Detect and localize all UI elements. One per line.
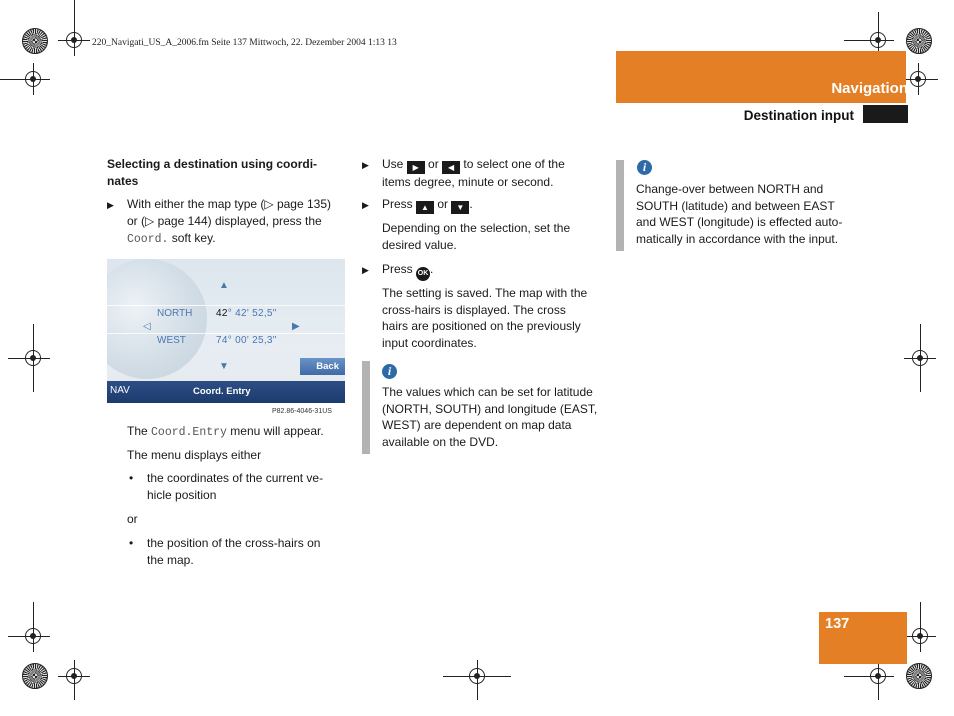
step-text: Press xyxy=(382,197,417,211)
info-text xyxy=(382,384,597,450)
desc-line: input coordinates. xyxy=(382,335,477,350)
step-line xyxy=(127,230,331,249)
bullet-line: the position of the cross-hairs on xyxy=(147,536,321,550)
bullet-line: the map. xyxy=(147,552,194,567)
info-line: Change-over between NORTH and xyxy=(636,182,824,196)
or-text: or xyxy=(127,512,138,526)
bullet-line: hicle position xyxy=(147,487,217,502)
divider xyxy=(107,333,345,334)
right-key-icon: ▶ xyxy=(407,161,425,174)
ok-button-icon: OK xyxy=(416,267,430,281)
west-label: WEST xyxy=(157,335,186,346)
north-degree: 42 xyxy=(216,308,228,319)
west-value[interactable]: 74° 00' 25,3" xyxy=(216,335,277,346)
registration-rosette-icon xyxy=(906,663,932,689)
globe-background-icon xyxy=(107,259,207,379)
bullet-icon: • xyxy=(129,536,134,550)
registration-rosette-icon xyxy=(906,28,932,54)
menu-code: Coord.Entry xyxy=(151,426,227,439)
info-line: WEST) are dependent on map data xyxy=(382,418,572,432)
nav-label: NAV xyxy=(110,385,130,396)
desc-line: Depending on the selection, set the xyxy=(382,221,571,235)
page-number: 137 xyxy=(825,616,850,632)
desc-line: cross-hairs is displayed. The cross xyxy=(382,302,566,317)
info-line: matically in accordance with the input. xyxy=(636,231,839,246)
soft-key-code: Coord. xyxy=(127,233,169,246)
subsection-title: Destination input xyxy=(743,108,854,123)
info-icon: i xyxy=(382,364,397,379)
step-arrow-icon: ▶ xyxy=(362,200,369,210)
registration-rosette-icon xyxy=(22,28,48,54)
subsection-marker xyxy=(863,105,908,123)
up-key-icon: ▲ xyxy=(416,201,434,214)
north-label: NORTH xyxy=(157,308,193,319)
step-text: soft key. xyxy=(168,231,216,245)
step-line: With either the map type (▷ page 135) xyxy=(127,197,331,211)
step-line: or (▷ page 144) displayed, press the xyxy=(127,213,322,228)
info-line: The values which can be set for latitude xyxy=(382,385,593,399)
up-triangle-icon[interactable]: ▲ xyxy=(219,280,229,291)
step-arrow-icon: ▶ xyxy=(107,200,114,210)
displays-text: The menu displays either xyxy=(127,448,262,462)
heading-line: Selecting a destination using coordi- xyxy=(107,157,318,171)
down-key-icon: ▼ xyxy=(451,201,469,214)
result-pre: The xyxy=(127,424,152,438)
section-heading xyxy=(107,156,317,189)
info-line: and WEST (longitude) is effected auto- xyxy=(636,215,843,229)
desc-line: desired value. xyxy=(382,237,457,252)
info-icon: i xyxy=(637,160,652,175)
step-1 xyxy=(127,196,331,249)
divider xyxy=(107,305,345,306)
step-use-keys xyxy=(382,156,565,191)
bullet-line: the coordinates of the current ve- xyxy=(147,471,324,485)
right-triangle-icon[interactable]: ▶ xyxy=(292,321,300,332)
bullet-item xyxy=(147,535,320,568)
step-text: . xyxy=(469,197,473,211)
registration-rosette-icon xyxy=(22,663,48,689)
result-text xyxy=(127,423,324,442)
step-arrow-icon: ▶ xyxy=(362,160,369,170)
info-line: SOUTH (latitude) and between EAST xyxy=(636,198,835,213)
step-text: Use xyxy=(382,157,407,171)
north-rest: ° 42' 52,5" xyxy=(227,308,277,319)
coord-entry-screen xyxy=(107,259,345,403)
step-text: to select one of the xyxy=(460,157,565,171)
bullet-icon: • xyxy=(129,471,134,485)
step-text: or xyxy=(424,157,443,171)
step-line xyxy=(382,156,565,174)
step-text: . xyxy=(430,262,434,276)
info-bar xyxy=(362,361,370,454)
step-text: or xyxy=(434,197,452,211)
back-button[interactable]: Back xyxy=(300,358,345,375)
north-value[interactable] xyxy=(216,308,277,319)
step-text: Press xyxy=(382,262,417,276)
step-arrow-icon: ▶ xyxy=(362,265,369,275)
step-press-updown xyxy=(382,196,473,214)
bullet-item xyxy=(147,470,323,503)
saved-description xyxy=(382,285,587,351)
left-triangle-icon[interactable]: ◁ xyxy=(143,321,151,332)
left-key-icon: ◀ xyxy=(442,161,460,174)
desc-line: hairs are positioned on the previously xyxy=(382,319,581,333)
image-code: P82.86-4046-31US xyxy=(272,408,332,415)
print-file-info: 220_Navigati_US_A_2006.fm Seite 137 Mittwoch, 22. Dezember 2004 1:13 13 xyxy=(92,38,397,48)
info-line: available on the DVD. xyxy=(382,434,499,449)
section-title: Navigation xyxy=(831,80,908,97)
down-triangle-icon[interactable]: ▼ xyxy=(219,361,229,372)
menu-label: Coord. Entry xyxy=(193,386,251,397)
info-line: (NORTH, SOUTH) and longitude (EAST, xyxy=(382,401,598,416)
desc-line: The setting is saved. The map with the xyxy=(382,286,588,300)
info-text xyxy=(636,181,842,247)
result-post: menu will appear. xyxy=(226,424,324,438)
info-bar xyxy=(616,160,624,251)
step-description xyxy=(382,220,570,253)
step-press-ok xyxy=(382,261,433,281)
step-line: items degree, minute or second. xyxy=(382,175,554,189)
heading-line: nates xyxy=(107,173,139,188)
